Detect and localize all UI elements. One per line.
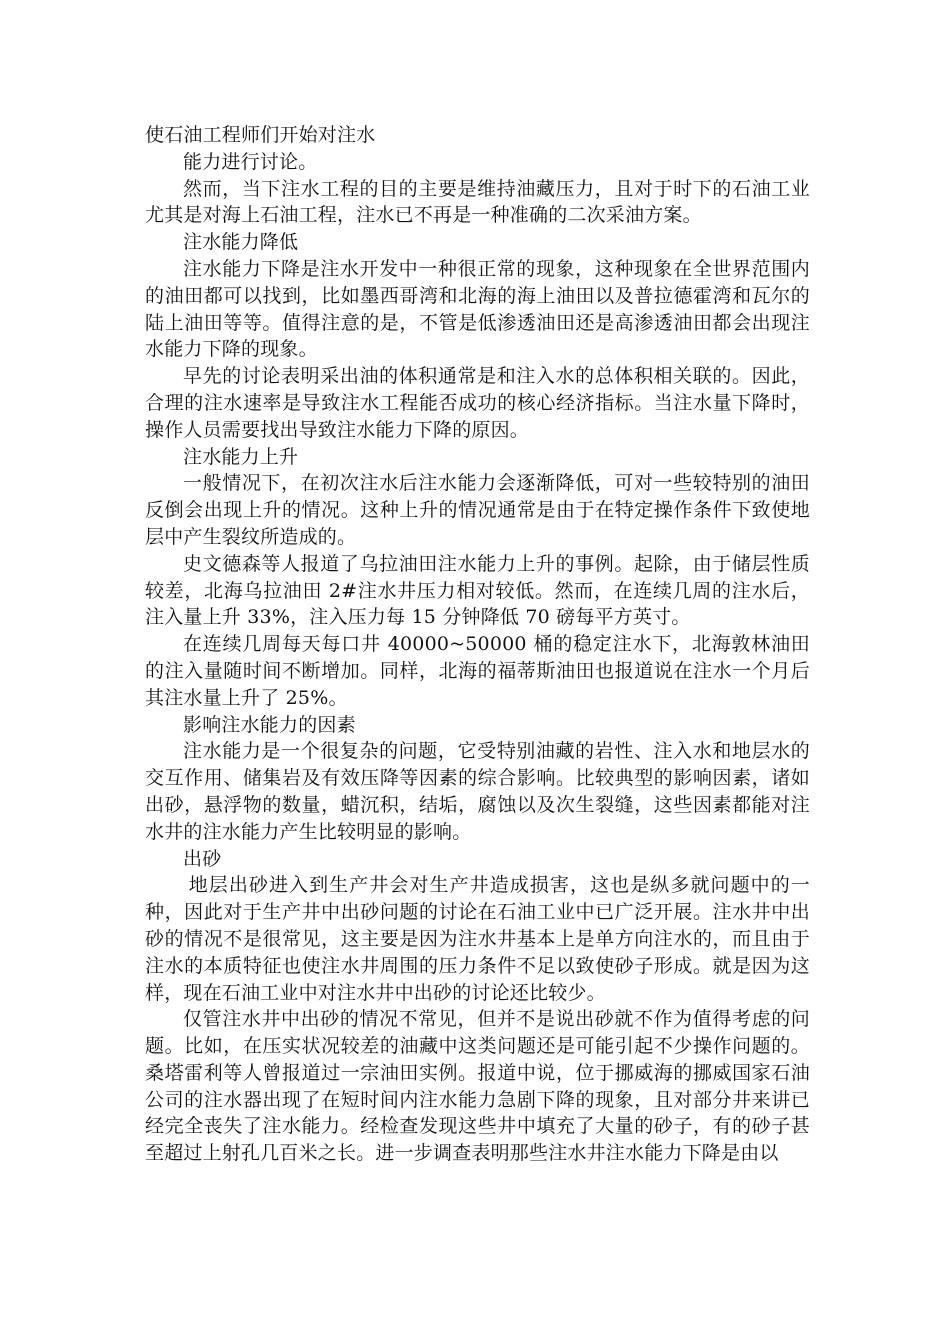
- paragraph-increase-3: 在连续几周每天每口井 40000~50000 桶的稳定注水下，北海敦林油田的注入量随时间不断增加。同样，北海的福蒂斯油田也报道说在注水一个月后其注水量上升了 25%。: [145, 633, 810, 709]
- paragraph-increase-1: 一般情况下，在初次注水后注水能力会逐渐降低，可对一些较特别的油田反倒会出现上升的情况。这种上升的情况通常是由于在特定操作条件下致使地层中产生裂纹所造成的。: [145, 472, 810, 548]
- section-heading-decrease: 注水能力降低: [183, 231, 299, 254]
- paragraph-decrease-1: 注水能力下降是注水开发中一种很正常的现象，这种现象在全世界范围内的油田都可以找到，比如墨西哥湾和北海的海上油田以及普拉德霍湾和瓦尔的陆上油田等等。值得注意的是，不管是低渗透油田还是高渗透油田都会出现注水能力下降的现象。: [145, 257, 810, 361]
- paragraph-continuation-line: 能力进行讨论。: [183, 150, 318, 173]
- paragraph-intro: 然而，当下注水工程的目的主要是维持油藏压力，且对于时下的石油工业尤其是对海上石油工程，注水已不再是一种准确的二次采油方案。: [145, 177, 810, 227]
- document-page: [145, 122, 810, 1167]
- paragraph-sand-1: 地层出砂进入到生产井会对生产井造成损害，这也是纵多就问题中的一种，因此对于生产井中出砂问题的讨论在石油工业中已广泛开展。注水井中出砂的情况不是很常见，这主要是因为注水井基本上是单方向注水的，而且由于注水的本质特征也使注水井周围的压力条件不足以致使砂子形成。就是因为这样，现在石油工业中对注水井中出砂的讨论还比较少。: [145, 874, 810, 1004]
- paragraph-increase-2: 史文德森等人报道了乌拉油田注水能力上升的事例。起除，由于储层性质较差，北海乌拉油田 2#注水井压力相对较低。然而，在连续几周的注水后，注入量上升 33%，注入压力每 15 分钟降低 70 磅每平方英寸。: [145, 552, 810, 629]
- paragraph-factors-1: 注水能力是一个很复杂的问题，它受特别油藏的岩性、注入水和地层水的交互作用、储集岩及有效压降等因素的综合影响。比较典型的影响因素，诸如出砂，悬浮物的数量，蜡沉积，结垢，腐蚀以及次生裂缝，这些因素都能对注水井的注水能力产生比较明显的影响。: [145, 740, 810, 843]
- section-heading-factors: 影响注水能力的因素: [183, 713, 356, 736]
- paragraph-continuation: 使石油工程师们开始对注水: [145, 124, 376, 146]
- section-heading-increase: 注水能力上升: [183, 445, 299, 468]
- paragraph-decrease-2: 早先的讨论表明采出油的体积通常是和注入水的总体积相关联的。因此，合理的注水速率是导致注水工程能否成功的核心经济指标。当注水量下降时，操作人员需要找出导致注水能力下降的原因。: [145, 365, 810, 441]
- paragraph-sand-2: 仅管注水井中出砂的情况不常见，但并不是说出砂就不作为值得考虑的问题。比如，在压实状况较差的油藏中这类问题还是可能引起不少操作问题的。 桑塔雷利等人曾报道过一宗油田实例。报道中说，位于挪威海的挪威国家石油公司的注水器出现了在短时间内注水能力急剧下降的现象，且对部分井来讲已经完全丧失了注水能力。经检查发现这些井中填充了大量的砂子，有的砂子甚至超过上射孔几百米之长。进一步调查表明那些注水井注水能力下降是由以: [145, 1008, 810, 1165]
- section-heading-sand: 出砂: [183, 847, 222, 870]
